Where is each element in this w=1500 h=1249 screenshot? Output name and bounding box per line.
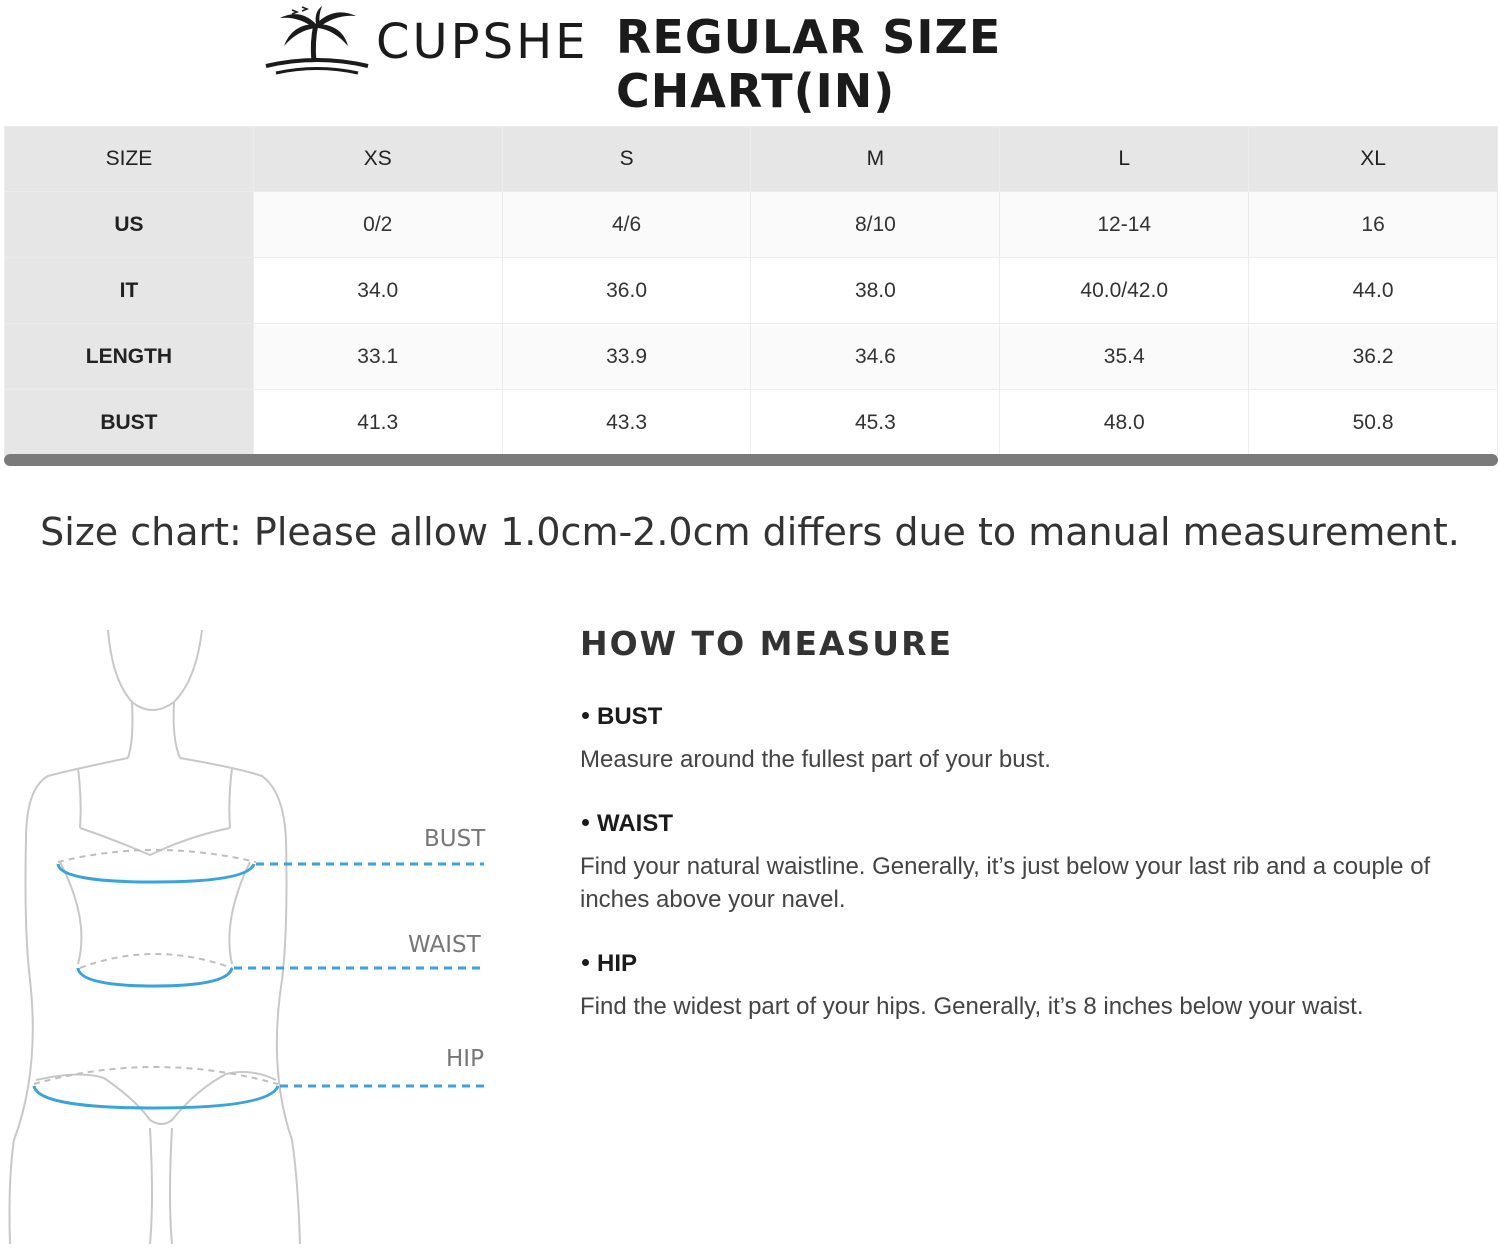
measure-description: Find your natural waistline. Generally, it’s just below your last rib and a couple of inches above your navel.: [580, 853, 1431, 913]
table-row: [5, 192, 1498, 258]
table-cell: 43.3: [502, 390, 751, 456]
how-to-measure-title: HOW TO MEASURE: [580, 624, 954, 663]
column-header: S: [502, 127, 751, 192]
measure-item-waist: [580, 810, 1495, 916]
measure-item-bust: [580, 703, 1495, 776]
column-header: SIZE: [5, 127, 254, 192]
measure-heading-waist: [580, 810, 1495, 838]
table-cell: 8/10: [751, 192, 1000, 258]
table-cell: 35.4: [1000, 324, 1249, 390]
row-label: LENGTH: [5, 324, 254, 390]
row-label: IT: [5, 258, 254, 324]
table-cell: 50.8: [1249, 390, 1498, 456]
table-cell: 0/2: [253, 192, 502, 258]
table-cell: 41.3: [253, 390, 502, 456]
table-cell: 45.3: [751, 390, 1000, 456]
table-cell: 40.0/42.0: [1000, 258, 1249, 324]
table-cell: 36.2: [1249, 324, 1498, 390]
size-table-container: [4, 126, 1498, 456]
how-to-measure-section: [580, 624, 1495, 1057]
bullet-icon: [582, 819, 589, 826]
table-cell: 44.0: [1249, 258, 1498, 324]
table-cell: 16: [1249, 192, 1498, 258]
table-cell: 33.9: [502, 324, 751, 390]
row-label: US: [5, 192, 254, 258]
measure-item-hip: [580, 950, 1495, 1023]
waist-label: WAIST: [408, 932, 481, 958]
table-cell: 36.0: [502, 258, 751, 324]
column-header: L: [1000, 127, 1249, 192]
measure-heading-hip: [580, 950, 1495, 978]
measure-heading-text: BUST: [597, 703, 663, 730]
table-cell: 12-14: [1000, 192, 1249, 258]
table-cell: 38.0: [751, 258, 1000, 324]
measure-heading-text: WAIST: [597, 810, 673, 837]
column-header: XL: [1249, 127, 1498, 192]
measure-description: Find the widest part of your hips. Generally, it’s 8 inches below your waist.: [580, 993, 1364, 1020]
body-outline-illustration: [0, 600, 520, 1244]
measure-description: Measure around the fullest part of your bust.: [580, 746, 1051, 773]
measurement-note: Size chart: Please allow 1.0cm-2.0cm differs due to manual measurement.: [40, 510, 1460, 554]
measure-heading-bust: [580, 703, 1495, 731]
bullet-icon: [582, 712, 589, 719]
table-row: [5, 258, 1498, 324]
body-measurement-figure: [0, 600, 520, 1244]
column-header: M: [751, 127, 1000, 192]
palm-tree-icon: [262, 2, 372, 78]
measure-heading-text: HIP: [597, 950, 638, 977]
table-cell: 33.1: [253, 324, 502, 390]
table-cell: 34.0: [253, 258, 502, 324]
table-cell: 48.0: [1000, 390, 1249, 456]
chart-title: REGULAR SIZE CHART(IN): [616, 10, 1002, 118]
table-row: [5, 324, 1498, 390]
column-header: XS: [253, 127, 502, 192]
row-label: BUST: [5, 390, 254, 456]
bullet-icon: [582, 959, 589, 966]
table-cell: 4/6: [502, 192, 751, 258]
hip-label: HIP: [446, 1046, 484, 1072]
brand-name: CUPSHE: [376, 14, 589, 70]
table-bottom-bar: [4, 454, 1498, 466]
size-table: [4, 126, 1498, 456]
table-row: [5, 390, 1498, 456]
table-header-row: [5, 127, 1498, 192]
header: [262, 0, 1242, 118]
bust-label: BUST: [424, 826, 486, 852]
table-cell: 34.6: [751, 324, 1000, 390]
